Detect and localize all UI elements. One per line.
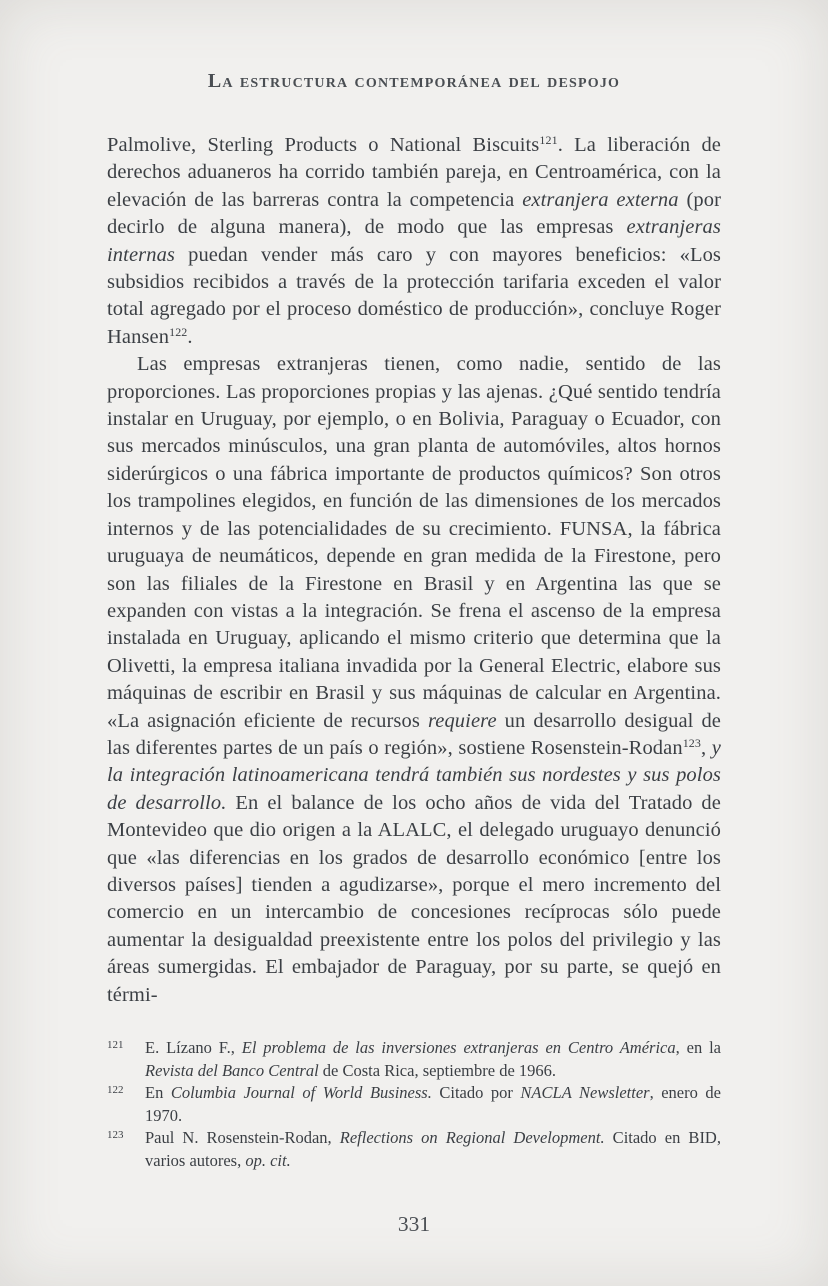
text-run: Palmolive, Sterling Products o National Biscuits — [107, 134, 540, 156]
text-run: . La liberación de derechos aduaneros ha corrido también pareja, en Centroamérica, con la elevación de las barreras contra la competencia — [107, 134, 721, 211]
text-run: Citado en BID, varios autores, — [145, 1128, 721, 1170]
footnote-text — [145, 1128, 721, 1170]
body-text — [107, 132, 721, 1009]
text-run: , enero de 1970. — [145, 1083, 721, 1125]
text-run: En — [145, 1083, 171, 1102]
text-run: Las empresas extranjeras tienen, como nadie, sentido de las proporciones. Las proporciones propias y las ajenas. ¿Qué sentido tendría instalar en Uruguay, por ejemplo, o en Bolivia, Paraguay o Ecuador, con sus mercados minúsculos, una gran planta de automóviles, altos hornos siderúrgicos o una fábrica importante de productos químicos? Son otros los trampolines elegidos, en función de las dimensiones de los mercados internos y de las potencialidades de su crecimiento. FUNSA, la fábrica uruguaya de neumáticos, depende en gran medida de la Firestone, pero son las filiales de la Firestone en Brasil y en Argentina las que se expanden con vistas a la integración. Se frena el ascenso de la empresa instalada en Uruguay, aplicando el mismo criterio que determina que la Olivetti, la empresa italiana invadida por la General Electric, elabore sus máquinas de escribir en Brasil y sus máquinas de calcular en Argentina. «La asignación eficiente de recursos — [107, 353, 721, 732]
paragraph — [107, 351, 721, 1009]
text-run: (por decirlo de alguna manera), de modo que las empresas — [107, 188, 721, 239]
text-block — [107, 70, 721, 1237]
footnote: $^{122}$ En Columbia Journal of World Business. Citado por NACLA Newsletter, enero de 1970. — [107, 1083, 721, 1125]
footnote: $^{121}$ E. Lízano F., El problema de las inversiones extranjeras en Centro América, en la Revista del Banco Central de Costa Rica, septiembre de 1966. — [107, 1038, 722, 1080]
text-run: E. Lízano F., — [145, 1038, 242, 1057]
running-header: La estructura contemporánea del despojo — [207, 70, 621, 92]
footnote-reference: 123 — [682, 735, 702, 750]
text-run: extranjera externa — [522, 188, 679, 211]
paragraph — [107, 132, 721, 351]
text-run: . — [187, 325, 193, 348]
text-run: En el balance de los ocho años de vida del Tratado de Montevideo que dio origen a la ALALC, el delegado uruguayo denunció que «las diferencias en los grados de desarrollo económico [entre los diversos países] tienden a agudizarse», porque el mero incremento del comercio en un intercambio de concesiones recíprocas sólo puede aumentar la desigualdad preexistente entre los polos del privilegio y las áreas sumergidas. El embajador de Paraguay, por su parte, se quejó en térmi- — [107, 791, 721, 1006]
text-run: El problema de las inversiones extranjeras en Centro América — [241, 1038, 676, 1057]
text-run: requiere — [427, 709, 497, 732]
page-number: 331 — [397, 1212, 431, 1236]
text-run: op. cit. — [245, 1150, 291, 1170]
text-run: Reflections on Regional Development. — [339, 1128, 605, 1147]
text-run: , en la — [675, 1038, 722, 1057]
text-run: Paul N. Rosenstein-Rodan, — [145, 1128, 340, 1147]
footnote-reference: 121 — [539, 133, 558, 147]
footnote: $^{123}$ Paul N. Rosenstein-Rodan, Reflections on Regional Development. Citado en BID, varios autores, op. cit. — [107, 1128, 721, 1170]
text-run: NACLA Newsletter — [520, 1083, 650, 1102]
text-run: y la integración latinoamericana tendrá también sus nordestes y sus polos de desarrollo. — [107, 736, 721, 814]
text-run: de Costa Rica, septiembre de 1966. — [318, 1060, 557, 1080]
footnote-text — [145, 1038, 721, 1080]
text-run: Citado por — [431, 1083, 521, 1102]
text-run: Columbia Journal of World Business. — [170, 1083, 432, 1102]
text-run: puedan vender más caro y con mayores beneficios: «Los subsidios recibidos a través de la protección tarifaria exceden el valor total agregado por el proceso doméstico de producción», concluye Roger Hansen — [107, 243, 721, 348]
text-run: Revista del Banco Central — [145, 1060, 319, 1080]
text-run: un desarrollo desigual de las diferentes partes de un país o región», sostiene Rosenstein-Rodan — [107, 709, 721, 759]
text-run: extranjeras internas — [107, 216, 721, 266]
text-run: , — [701, 736, 712, 759]
footnotes — [107, 1037, 721, 1172]
footnote-text — [145, 1083, 721, 1125]
footnote-reference: 122 — [169, 324, 188, 339]
